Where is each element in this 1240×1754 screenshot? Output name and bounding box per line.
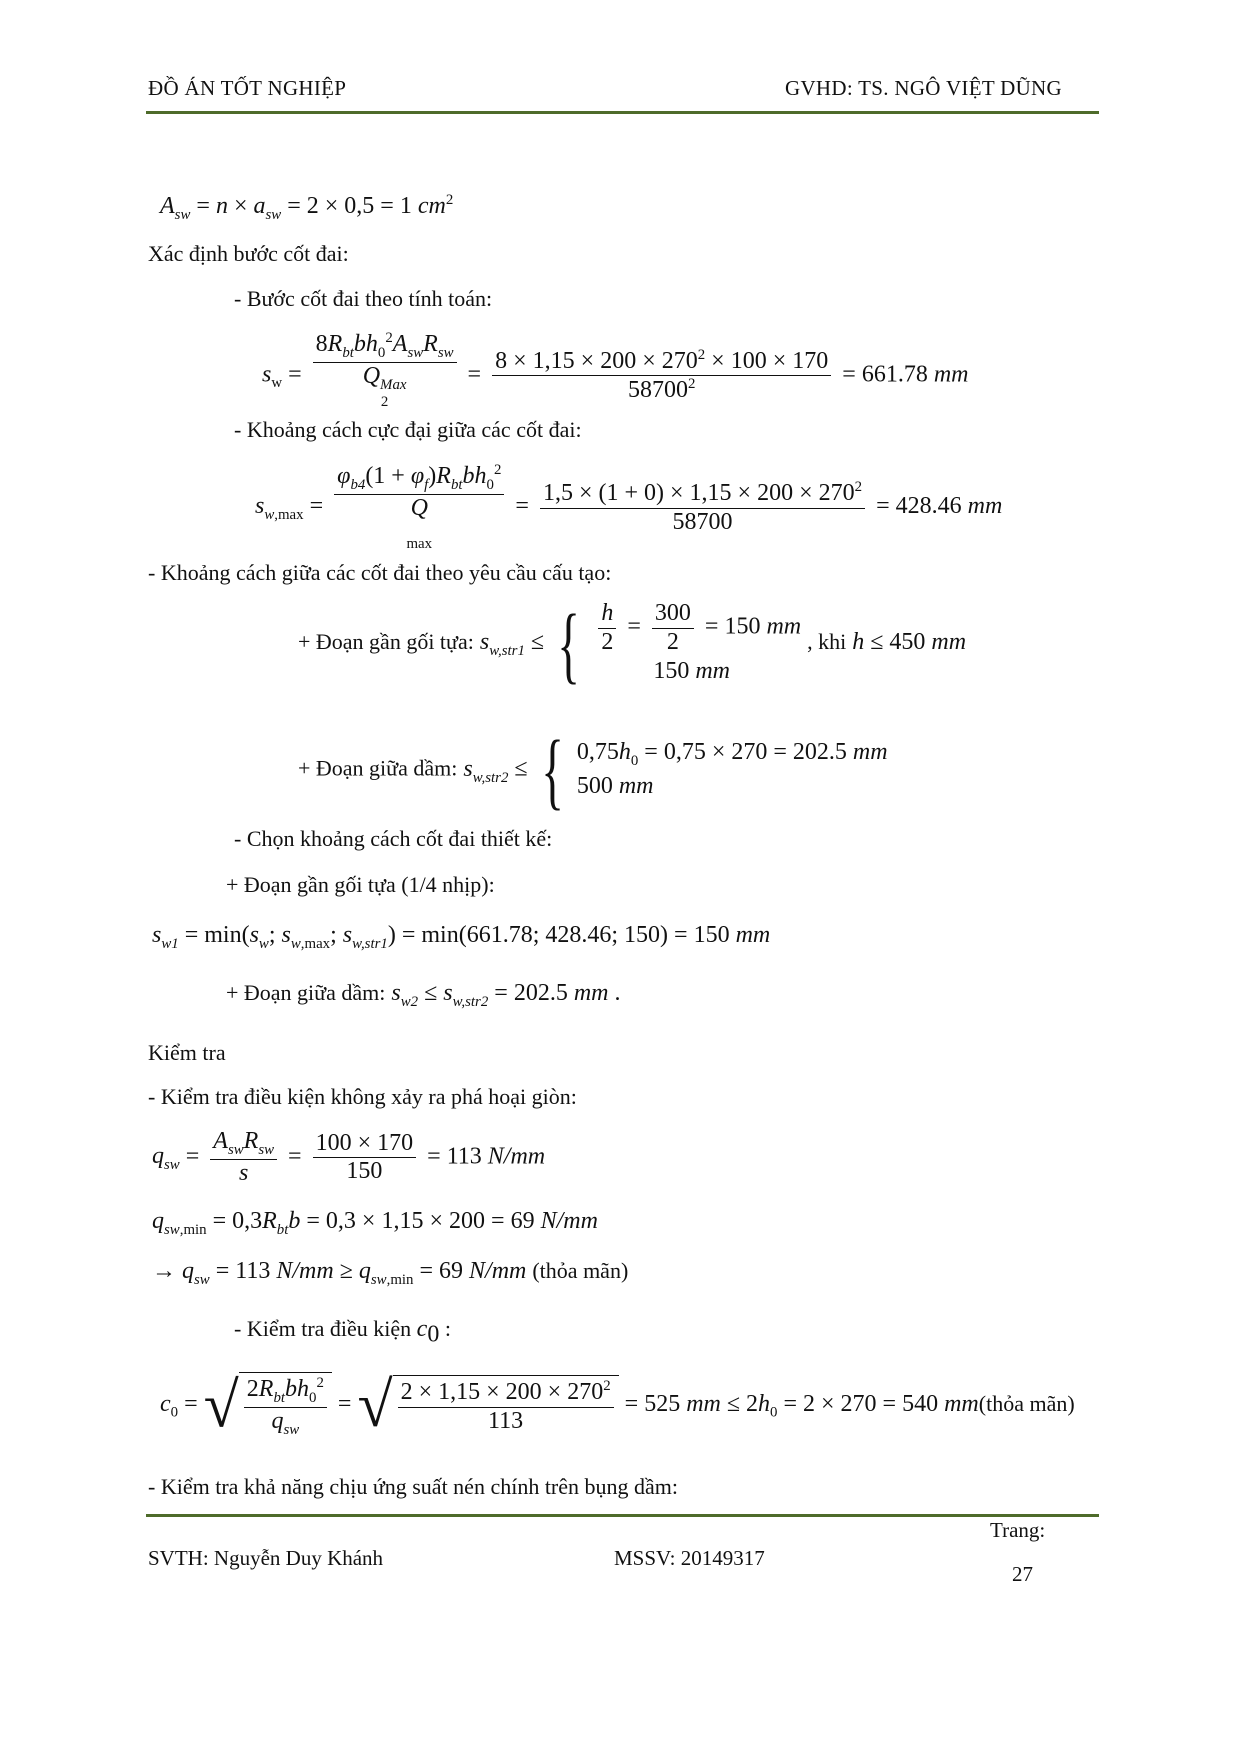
item-kt-nen-chinh: - Kiểm tra khả năng chịu ứng suất nén chính trên bụng dầm: (148, 1474, 679, 1499)
item-chon-khoang-cach: - Chọn khoảng cách cốt đai thiết kế: (234, 826, 553, 851)
item-buoc-tinh-toan: - Bước cốt đai theo tính toán: (234, 286, 493, 311)
heading-xac-dinh: Xác định bước cốt đai: (148, 241, 349, 266)
footer-rule (146, 1514, 1099, 1517)
formula-str2: + Đoạn giữa dầm: $s_{w,str2}$ ≤ { $0,75h_0 = 0,75 \times 270 = 202.5$ mm 500 mm (298, 722, 888, 818)
formula-str1: + Đoạn gần gối tựa: $s_{w,str1}$ ≤ { $\frac{h}{2}$ = $\frac{300}{2}$ = 150 mm 150 mm , khi h ≤ 450 mm (298, 595, 967, 692)
header-rule (146, 111, 1099, 114)
footer-page-number: 27 (1012, 1562, 1033, 1586)
header-advisor: GVHD: TS. NGÔ VIỆT DŨNG (785, 76, 1062, 100)
formula-qsw-check: → $q_{sw} = 113$ $N/mm \ge q_{sw,min} = 69$ N/mm (thỏa mãn) (152, 1258, 629, 1288)
header-title: ĐỒ ÁN TỐT NGHIỆP (148, 76, 347, 100)
footer-mssv: MSSV: 20149317 (614, 1546, 765, 1570)
heading-kiem-tra: Kiểm tra (148, 1040, 226, 1065)
item-doan-gan-goi-14: + Đoạn gần gối tựa (1/4 nhịp): (226, 872, 495, 897)
footer-student: SVTH: Nguyễn Duy Khánh (148, 1546, 384, 1570)
formula-asw: $A_{sw} = n \times a_{sw} = 2 \times 0,5 = 1$ $cm^2$ (160, 192, 454, 223)
item-kt-gion: - Kiểm tra điều kiện không xảy ra phá hoại giòn: (148, 1084, 577, 1109)
formula-qsw: $q_{sw}$ = $\frac{A_{sw}R_{sw}}{s}$ = $\frac{100 \times 170}{150}$ = 113 N/mm (152, 1128, 546, 1186)
heading-yeu-cau-cau-tao: - Khoảng cách giữa các cốt đai theo yêu cầu cấu tạo: (148, 560, 612, 585)
formula-c0: $c_0$ = √ $\frac{2R_{bt}bh_0^2}{q_{sw}}$ = √ $\frac{2 \times 1,15 \times 200 \times 270^2}{113}$ = 525 mm ≤ $2h_0 = 2 \times 270 = 540$ mm(thỏa mãn) (160, 1369, 1075, 1441)
formula-sw1: $s_{w1} = \min(s_w$; $s_{w,max}$; $s_{w,str1}) = \min(661.78$; 428.46; 150) = 150 mm (152, 922, 771, 952)
formula-sw-max: $s_{w,max}$ = $\varphi_{b4}(1 + \varphi_f)R_{bt}bh_0^2$ Q $_{max}$ = $\frac{1,5 \times (1 + 0) \times 1,15 \times 200 \times 270^2}{58700}$ = 428.46 mm (255, 462, 1003, 553)
formula-sw2: + Đoạn giữa dầm: $s_{w2} \le s_{w,str2} = 202.5$ mm . (226, 980, 621, 1010)
formula-qsw-min: $q_{sw,min} = 0,3R_{bt}b = 0,3 \times 1,15 \times 200 = 69$ N/mm (152, 1208, 598, 1238)
item-kt-c0: - Kiểm tra điều kiện $c_0$ : (234, 1316, 451, 1348)
item-khoang-cach-max: - Khoảng cách cực đại giữa các cốt đai: (234, 417, 582, 442)
footer-page-label: Trang: (990, 1518, 1046, 1542)
formula-sw: $s_w$ = $8R_{bt}bh_0^2A_{sw}R_{sw}$ $Q_{Max}$ $^2$ = $\frac{8 \times 1,15 \times 200 \times 270^2 \times 100 \times 170}{58700^2}$ = 661.78 mm (262, 330, 969, 410)
